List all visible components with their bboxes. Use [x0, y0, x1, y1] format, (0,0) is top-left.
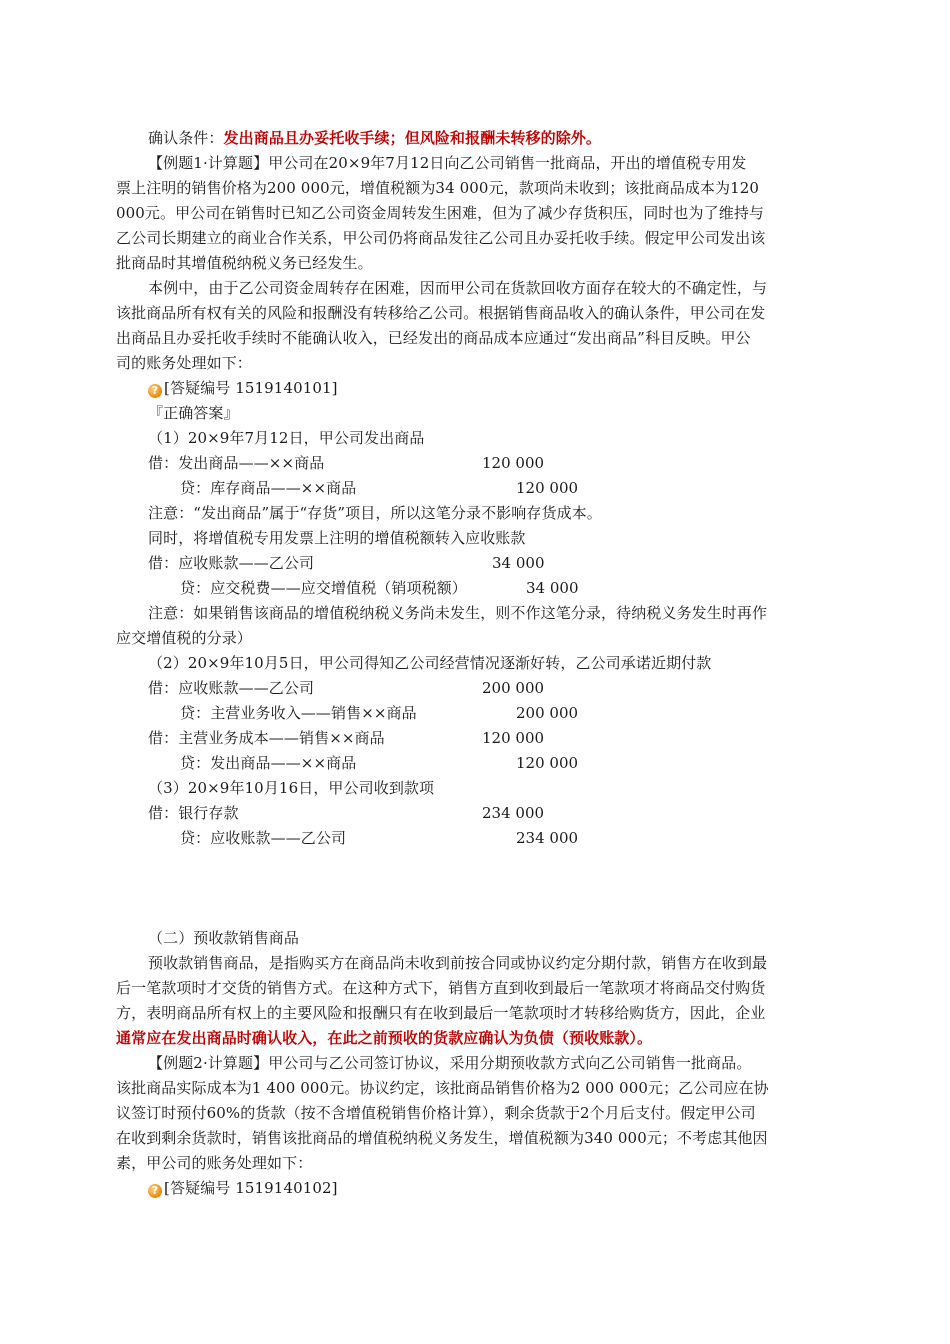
journal-credit: 贷：发出商品——××商品 — [180, 754, 357, 772]
example1-line: 票上注明的销售价格为200 000元，增值税额为34 000元，款项尚未收到；该批商品成本为120 — [116, 179, 760, 197]
section2-line: 后一笔款项时才交货的销售方式。在这种方式下，销售方直到收到最后一笔款项才将商品交付购货 — [116, 979, 766, 997]
step-heading: （1）20×9年7月12日，甲公司发出商品 — [148, 429, 425, 447]
journal-amount: 120 000 — [516, 754, 579, 772]
qa-link-1[interactable]: ? [答疑编号 1519140101] — [148, 378, 338, 398]
example2-line: 在收到剩余货款时，销售该批商品的增值税纳税义务发生，增值税额为340 000元；不考虑其他因 — [116, 1129, 768, 1147]
step-heading: （2）20×9年10月5日，甲公司得知乙公司经营情况逐渐好转，乙公司承诺近期付款 — [148, 654, 712, 672]
journal-credit: 贷：应收账款——乙公司 — [180, 829, 347, 847]
section2-highlight: 通常应在发出商品时确认收入，在此之前预收的货款应确认为负债（预收账款）。 — [116, 1029, 653, 1047]
journal-amount: 34 000 — [526, 579, 579, 597]
paragraph: 同时，将增值税专用发票上注明的增值税额转入应收账款 — [148, 529, 526, 547]
question-bubble-icon: ? — [148, 384, 162, 398]
note: 注意：“发出商品”属于“存货”项目，所以这笔分录不影响存货成本。 — [148, 504, 602, 522]
example1-line: 000元。甲公司在销售时已知乙公司资金周转发生困难，但为了减少存货积压，同时也为了维持与 — [116, 204, 765, 222]
explanation-line: 本例中，由于乙公司资金周转存在困难，因而甲公司在货款回收方面存在较大的不确定性，与 — [148, 279, 768, 297]
journal-amount: 120 000 — [516, 479, 579, 497]
example2-line: 该批商品实际成本为1 400 000元。协议约定，该批商品销售价格为2 000 000元；乙公司应在协 — [116, 1079, 769, 1097]
confirm-condition: 确认条件：发出商品且办妥托收手续；但风险和报酬未转移的除外。 — [148, 129, 602, 147]
journal-amount: 200 000 — [516, 704, 579, 722]
example2-line: 【例题2·计算题】甲公司与乙公司签订协议，采用分期预收款方式向乙公司销售一批商品。 — [148, 1054, 752, 1072]
journal-debit: 借：银行存款 — [148, 804, 239, 822]
confirm-condition-highlight: 发出商品且办妥托收手续；但风险和报酬未转移的除外。 — [223, 129, 602, 147]
journal-amount: 200 000 — [482, 679, 545, 697]
step-heading: （3）20×9年10月16日，甲公司收到款项 — [148, 779, 435, 797]
explanation-line: 司的账务处理如下： — [116, 354, 252, 372]
journal-debit: 借：应收账款——乙公司 — [148, 679, 315, 697]
qa-link-2[interactable]: ? [答疑编号 1519140102] — [148, 1178, 338, 1198]
journal-amount: 34 000 — [492, 554, 545, 572]
example2-line: 议签订时预付60%的货款（按不含增值税销售价格计算），剩余货款于2个月后支付。假定甲公司 — [116, 1104, 756, 1122]
journal-amount: 120 000 — [482, 729, 545, 747]
example1-line: 【例题1·计算题】甲公司在20×9年7月12日向乙公司销售一批商品，开出的增值税专用发 — [148, 154, 747, 172]
journal-credit: 贷：应交税费——应交增值税（销项税额） — [180, 579, 467, 597]
journal-amount: 234 000 — [482, 804, 545, 822]
journal-credit: 贷：主营业务收入——销售××商品 — [180, 704, 417, 722]
section-heading: （二）预收款销售商品 — [148, 929, 300, 947]
journal-debit: 借：应收账款——乙公司 — [148, 554, 315, 572]
section2-line: 预收款销售商品，是指购买方在商品尚未收到前按合同或协议约定分期付款，销售方在收到最 — [148, 954, 768, 972]
section2-line: 方，表明商品所有权上的主要风险和报酬只有在收到最后一笔款项时才转移给购货方，因此，企业 — [116, 1004, 766, 1022]
journal-amount: 234 000 — [516, 829, 579, 847]
example2-line: 素，甲公司的账务处理如下： — [116, 1154, 313, 1172]
example1-line: 批商品时其增值税纳税义务已经发生。 — [116, 254, 373, 272]
answer-title: 『正确答案』 — [148, 404, 239, 422]
journal-debit: 借：主营业务成本——销售××商品 — [148, 729, 385, 747]
explanation-line: 该批商品所有权有关的风险和报酬没有转移给乙公司。根据销售商品收入的确认条件，甲公司在发 — [116, 304, 766, 322]
example1-line: 乙公司长期建立的商业合作关系，甲公司仍将商品发往乙公司且办妥托收手续。假定甲公司发出该 — [116, 229, 766, 247]
note: 应交增值税的分录） — [116, 629, 252, 647]
explanation-line: 出商品且办妥托收手续时不能确认收入，已经发出的商品成本应通过“发出商品”科目反映。甲公 — [116, 329, 751, 347]
journal-credit: 贷：库存商品——××商品 — [180, 479, 357, 497]
question-bubble-icon: ? — [148, 1184, 162, 1198]
note: 注意：如果销售该商品的增值税纳税义务尚未发生，则不作这笔分录，待纳税义务发生时再作 — [148, 604, 768, 622]
journal-debit: 借：发出商品——××商品 — [148, 454, 325, 472]
journal-amount: 120 000 — [482, 454, 545, 472]
